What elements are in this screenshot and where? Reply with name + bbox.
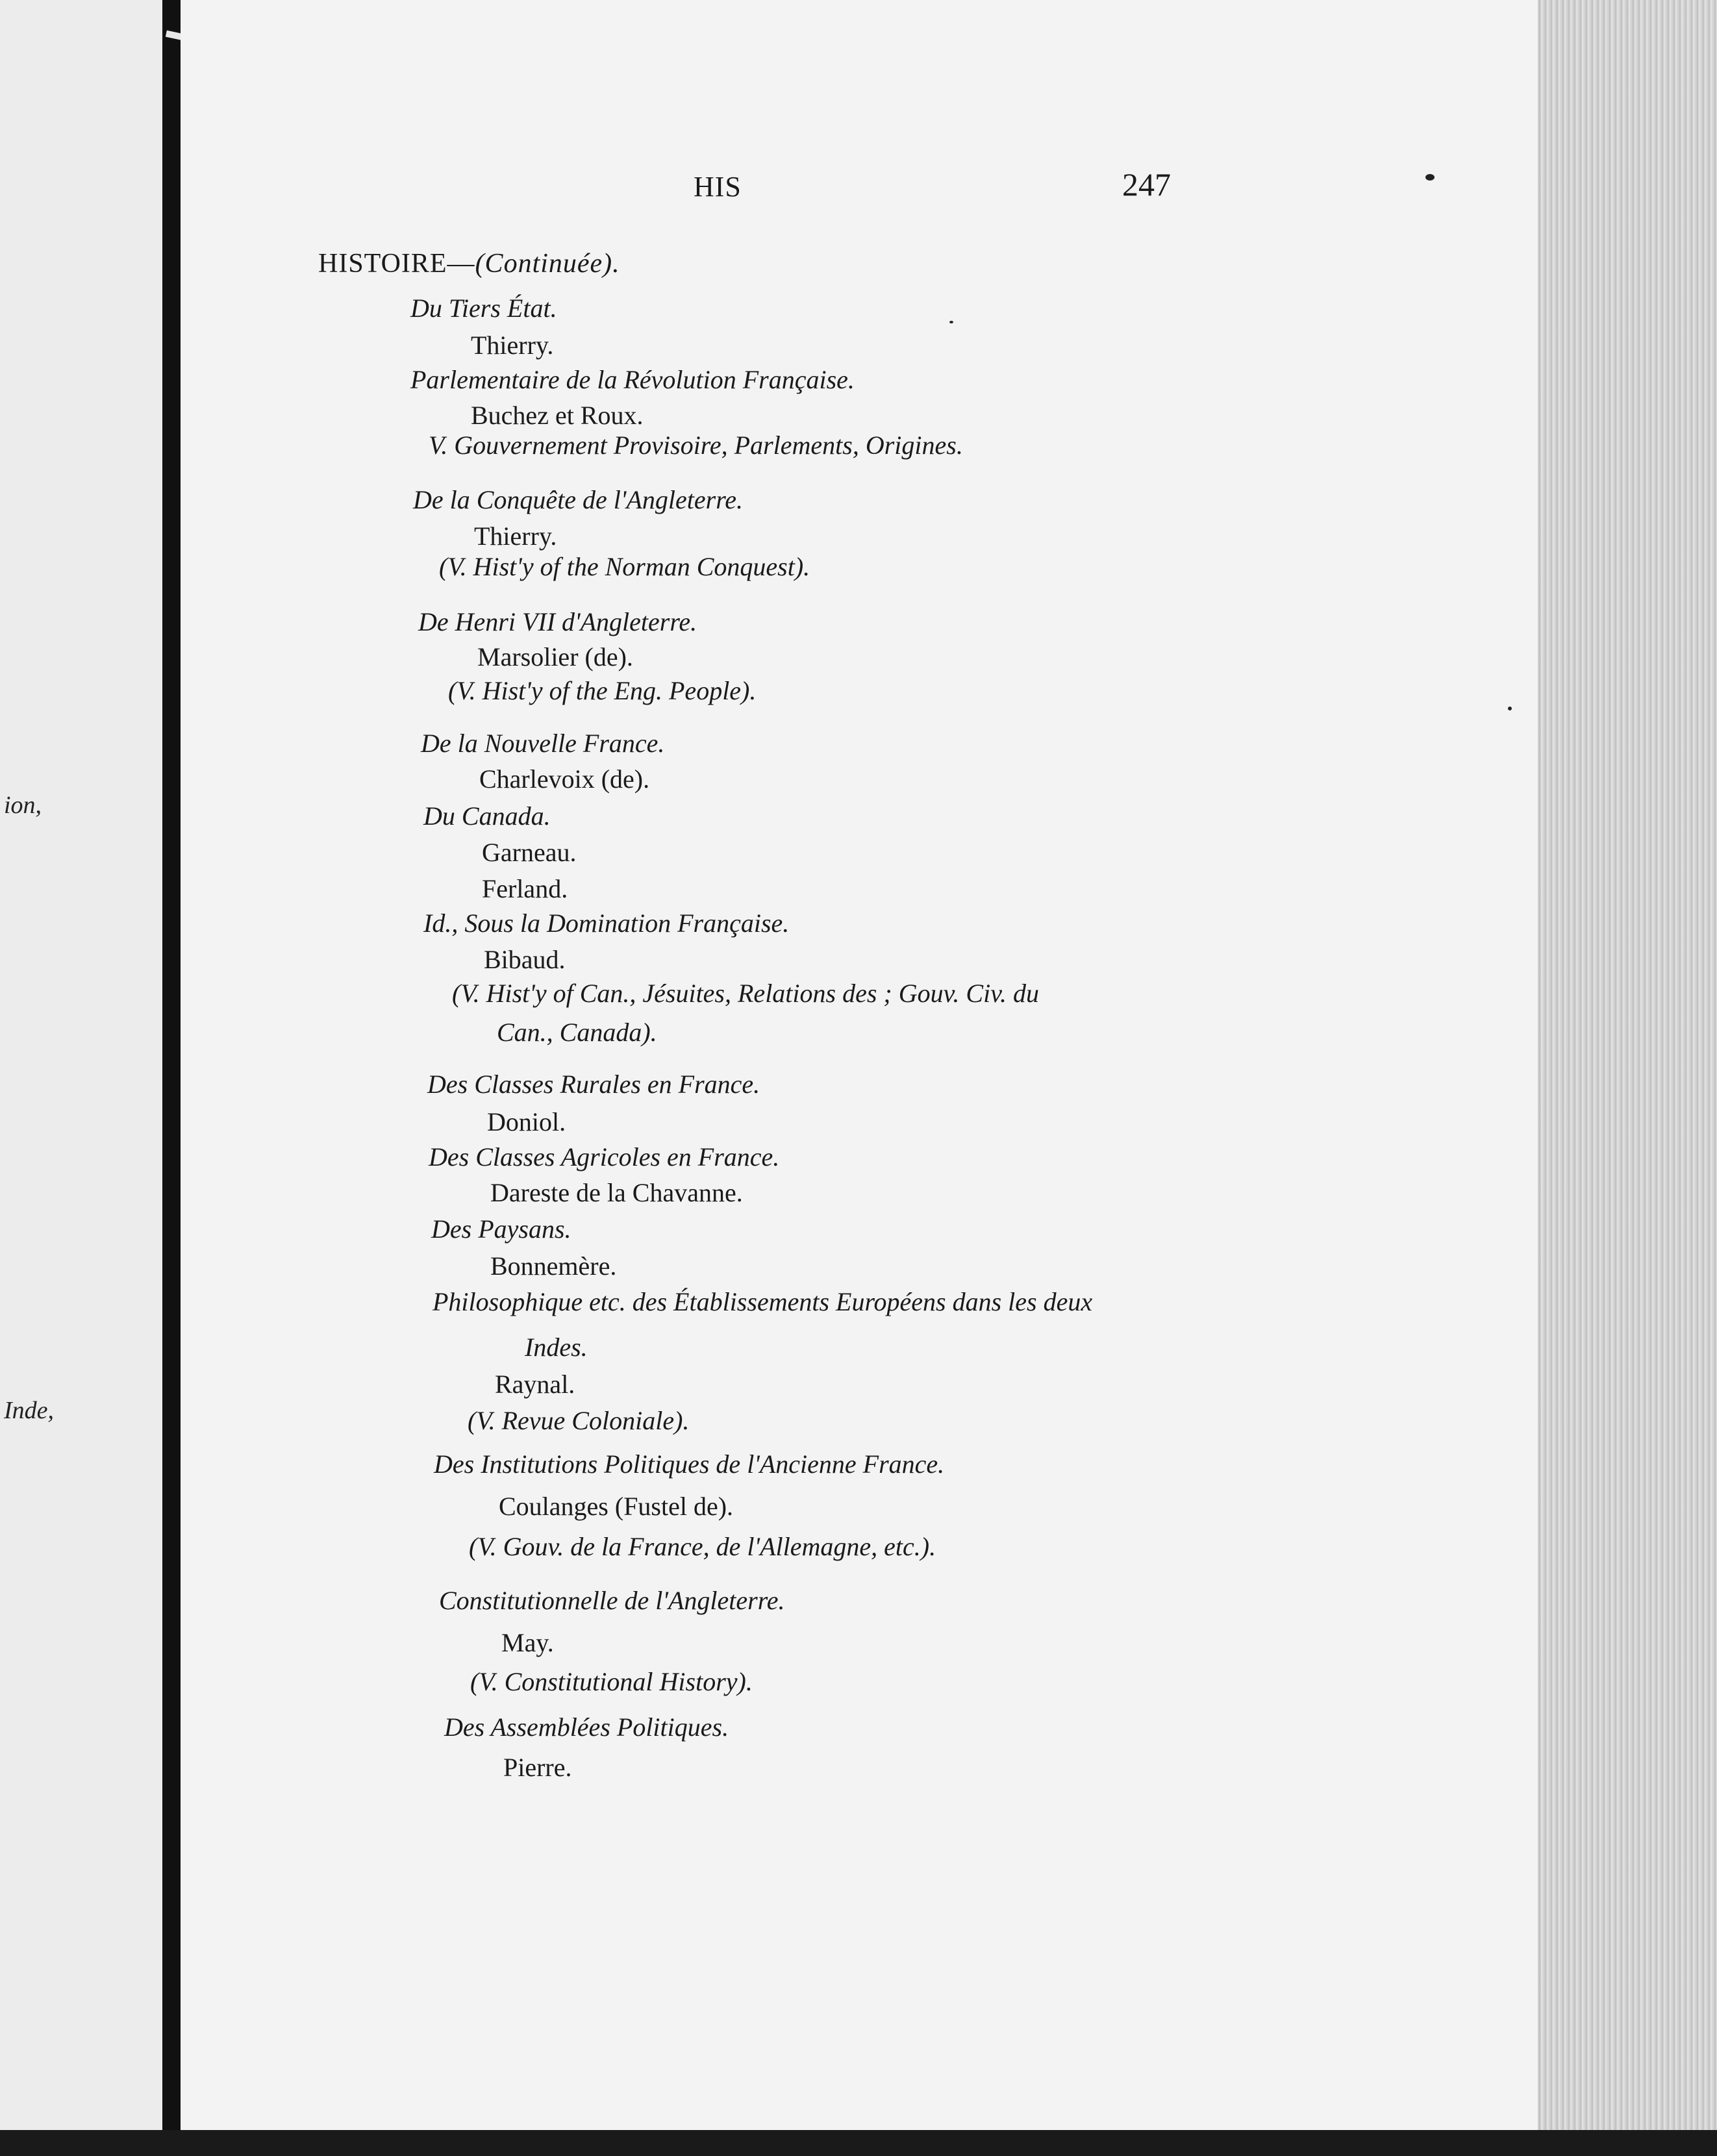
entry-author: Ferland. [482, 874, 568, 903]
heading-main: HISTOIRE— [318, 249, 475, 279]
entry-author: Dareste de la Chavanne. [490, 1178, 743, 1207]
bottom-strip [0, 2130, 1717, 2156]
entry-author: Coulanges (Fustel de). [499, 1492, 734, 1521]
right-page [181, 0, 1538, 2130]
running-head: HIS [694, 171, 742, 203]
entry-see-also: (V. Constitutional History). [470, 1667, 753, 1696]
entry-author: Doniol. [487, 1107, 566, 1136]
entry-title: Des Classes Agricoles en France. [429, 1142, 780, 1172]
ink-speck [1425, 174, 1435, 181]
entry-see-also: V. Gouvernement Provisoire, Parlements, Origines. [429, 431, 963, 460]
entry-author: Thierry. [474, 521, 557, 551]
entry-author: Charlevoix (de). [479, 764, 650, 794]
entry-title: Philosophique etc. des Établissements Européens dans les deux [432, 1287, 1093, 1316]
left-page-fragment: ion, [4, 792, 42, 819]
entry-title: Des Institutions Politiques de l'Ancienne France. [434, 1449, 945, 1479]
entry-title: Parlementaire de la Révolution Française. [410, 365, 855, 394]
entry-title: De la Conquête de l'Angleterre. [413, 485, 744, 514]
left-page-fragment: Inde, [4, 1397, 55, 1424]
entry-author: Buchez et Roux. [471, 401, 644, 430]
entry-title: Constitutionnelle de l'Angleterre. [439, 1586, 785, 1615]
page-number: 247 [1122, 166, 1171, 203]
entry-see-also: (V. Hist'y of the Norman Conquest). [439, 552, 810, 581]
entry-see-also-continued: Can., Canada). [497, 1018, 657, 1047]
entry-title-continued: Indes. [525, 1333, 588, 1362]
entry-title: Des Classes Rurales en France. [427, 1070, 760, 1099]
entry-author: Pierre. [503, 1753, 572, 1782]
ink-speck [1508, 707, 1512, 710]
entry-author: Thierry. [471, 331, 554, 360]
entry-title: Du Canada. [423, 801, 551, 831]
left-page [0, 0, 162, 2156]
entry-author: Raynal. [495, 1370, 575, 1399]
entry-author: Marsolier (de). [477, 642, 633, 671]
entry-author: Bibaud. [484, 945, 566, 974]
entry-see-also: (V. Gouv. de la France, de l'Allemagne, etc.). [469, 1532, 936, 1561]
heading-continued: (Continuée). [475, 249, 620, 279]
entry-title: Id., Sous la Domination Française. [423, 909, 790, 938]
entry-author: Garneau. [482, 838, 577, 867]
entry-title: Du Tiers État. [410, 294, 557, 323]
entry-see-also: (V. Revue Coloniale). [468, 1406, 690, 1435]
entry-author: Bonnemère. [490, 1251, 617, 1281]
entry-title: Des Assemblées Politiques. [444, 1712, 729, 1742]
book-gutter [162, 0, 181, 2156]
entry-title: Des Paysans. [431, 1214, 571, 1244]
entry-see-also: (V. Hist'y of Can., Jésuites, Relations des ; Gouv. Civ. du [452, 979, 1039, 1008]
entry-title: De la Nouvelle France. [421, 729, 665, 758]
entry-see-also: (V. Hist'y of the Eng. People). [448, 676, 757, 705]
ink-speck [949, 321, 953, 323]
entry-title: De Henri VII d'Angleterre. [418, 607, 697, 636]
entry-author: May. [501, 1628, 554, 1657]
page-edges [1538, 0, 1717, 2156]
index-heading [318, 250, 620, 277]
